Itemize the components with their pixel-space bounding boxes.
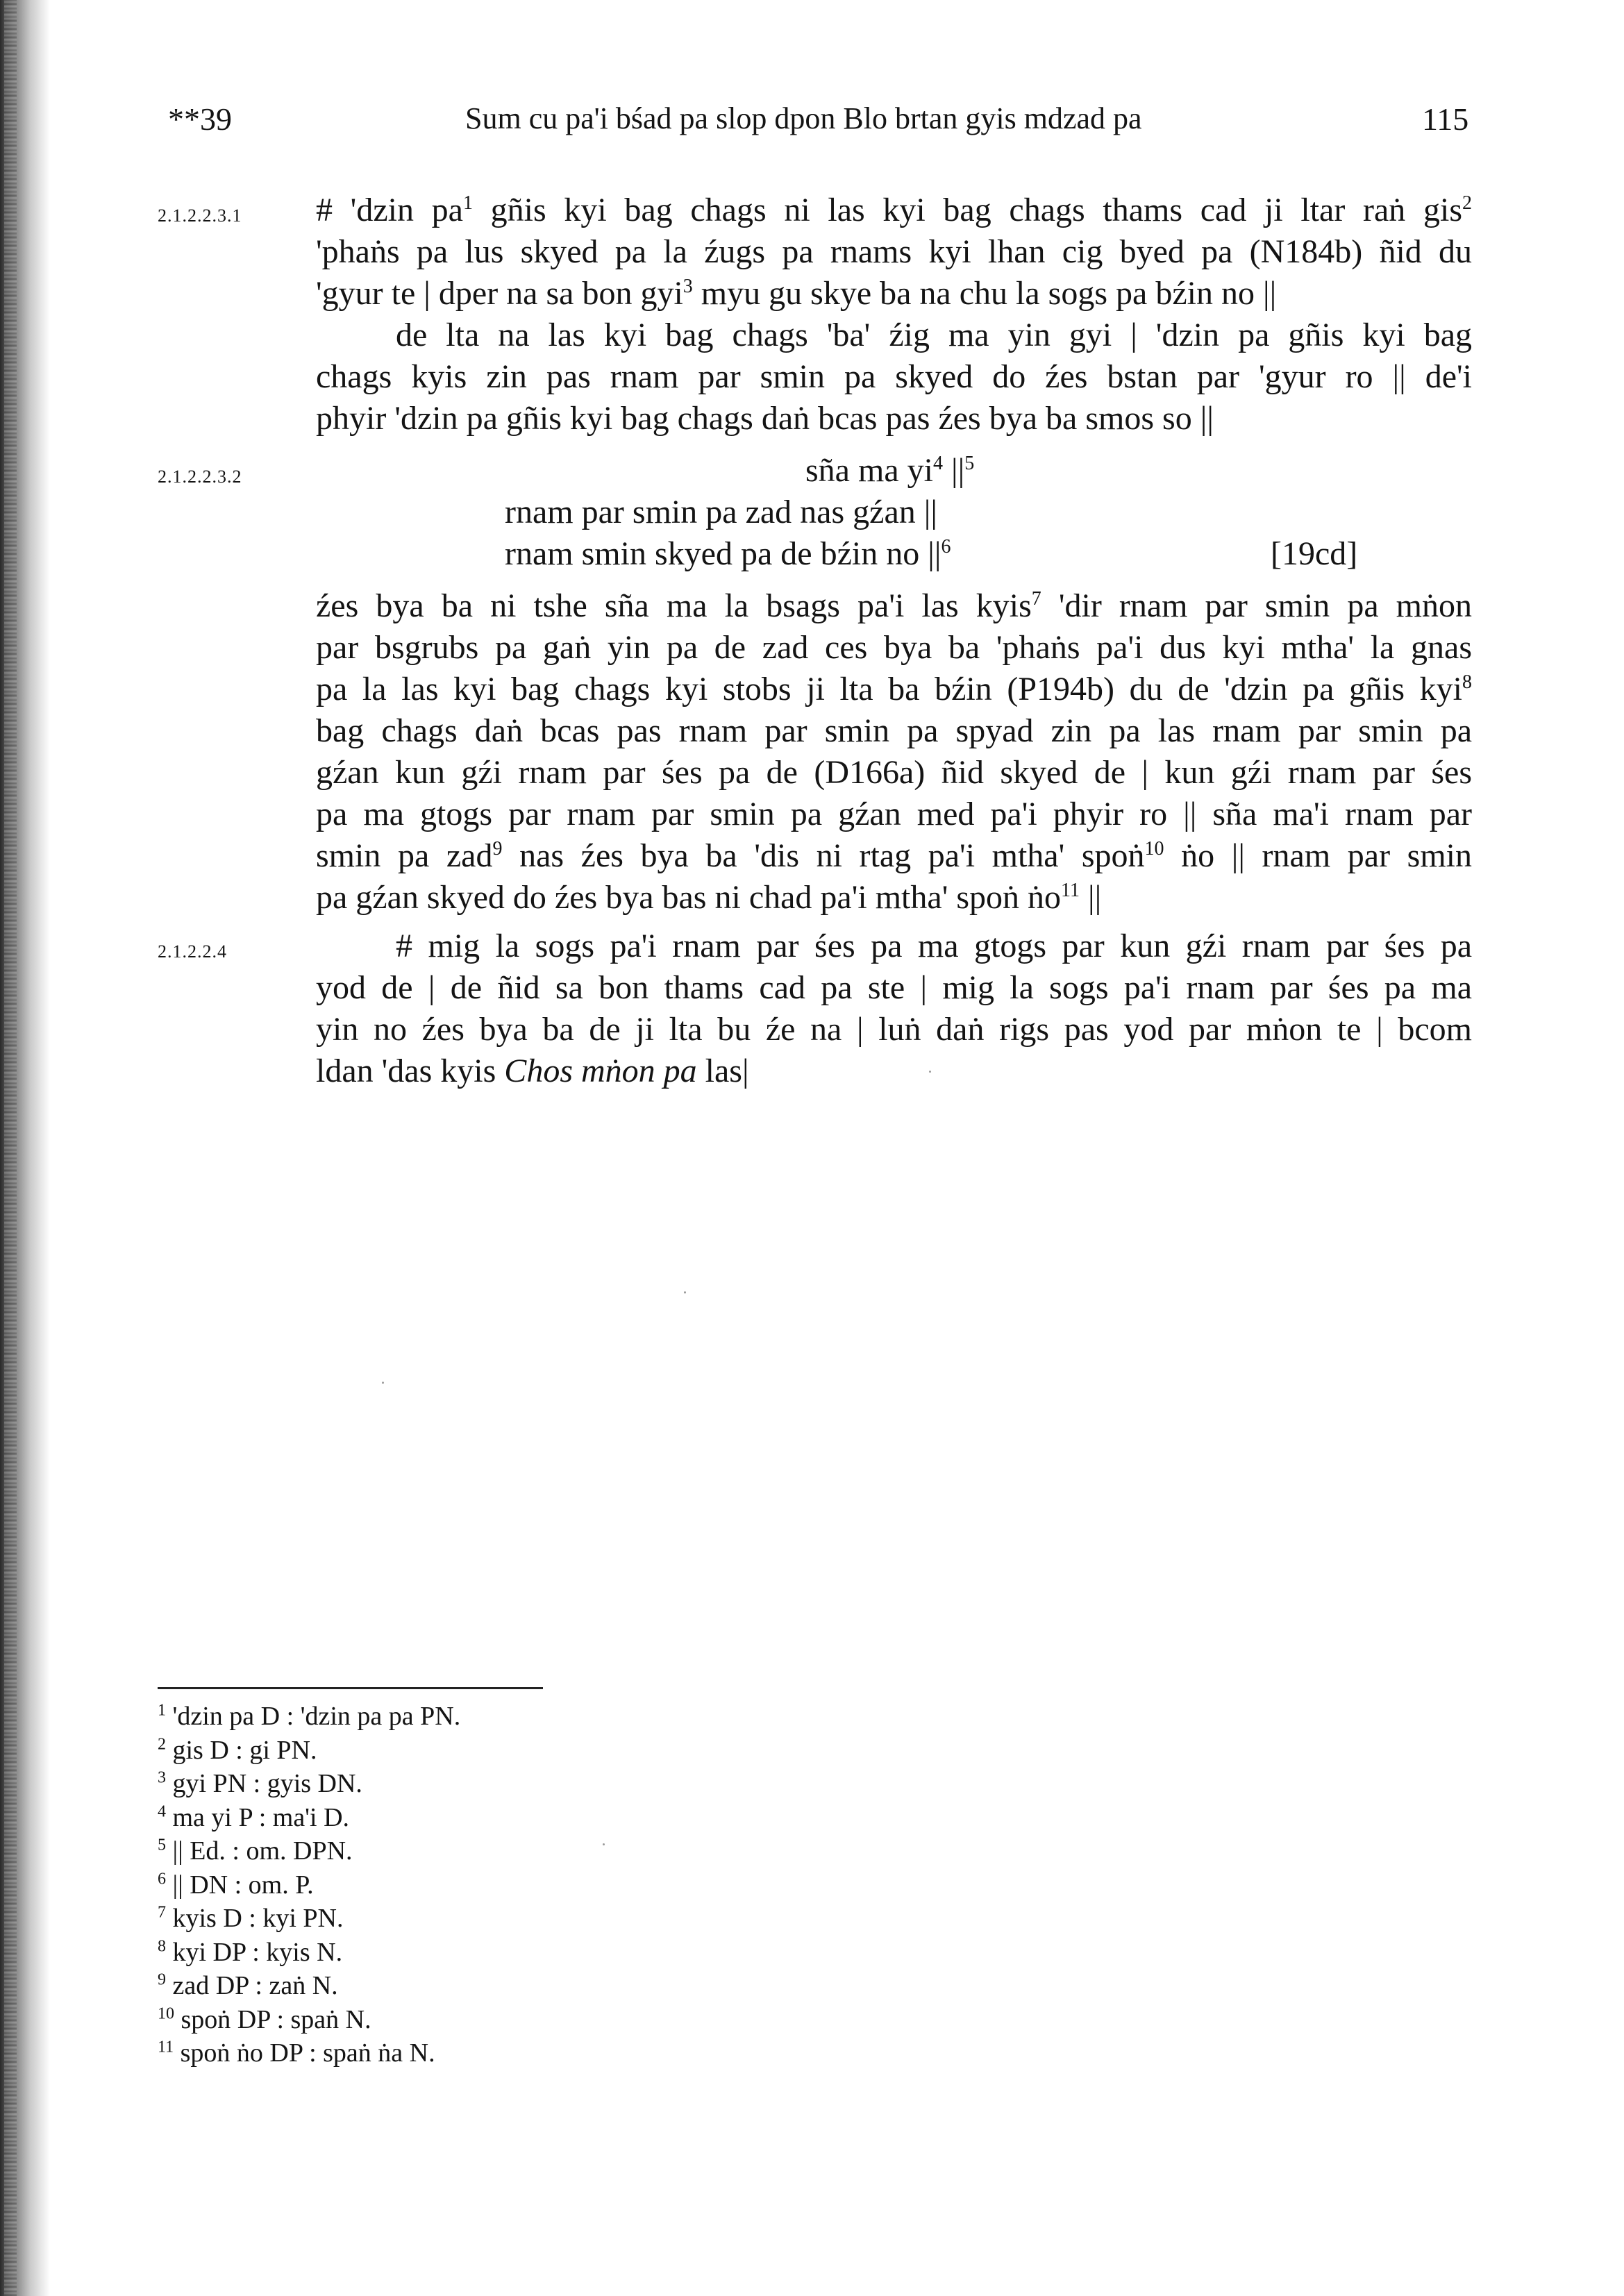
text-line: 'phaṅs pa lus skyed pa la źugs pa rnams kyi lhan cig byed pa (N184b) ñid du xyxy=(316,233,1472,270)
header-left-marker: **39 xyxy=(168,101,232,137)
text-line: de lta na las kyi bag chags 'ba' źig ma yin gyi | 'dzin pa gñis kyi bag xyxy=(396,317,1472,353)
text-line: phyir 'dzin pa gñis kyi bag chags daṅ bcas pas źes bya ba smos so || xyxy=(316,400,1214,437)
footnote-separator xyxy=(158,1687,543,1689)
text-line: chags kyis zin pas rnam par smin pa skyed do źes bstan par 'gyur ro || de'i xyxy=(316,358,1472,395)
footnote-1: $^1$ 'dzin pa D : 'dzin pa pa PN. xyxy=(158,1701,461,1731)
footnote-2: $^2$ gis D : gi PN. xyxy=(158,1734,317,1765)
text-line: źes bya ba ni tshe sña ma la bsags pa'i las kyis$^7$ 'dir rnam par smin pa mṅon xyxy=(316,587,1473,624)
section-number: 2.1.2.2.3.2 xyxy=(158,467,242,487)
section-number: 2.1.2.2.3.1 xyxy=(158,206,242,226)
paragraph-2-1-2-2-4 xyxy=(316,925,1472,1092)
paragraph-2-1-2-2-3-2 xyxy=(316,585,1472,919)
text-line: 'gyur te | dper na sa bon gyi$^3$ myu gu skye ba na chu la sogs pa bźin no || xyxy=(316,275,1277,312)
text-line: ldan 'das kyis Chos mṅon pa las| xyxy=(316,1053,749,1089)
running-header-title: Sum cu pa'i bśad pa slop dpon Blo brtan gyis mdzad pa xyxy=(465,101,1142,135)
text-line: pa ma gtogs par rnam par smin pa gźan med pa'i phyir ro || sña ma'i rnam par xyxy=(316,796,1472,832)
scan-speck xyxy=(929,1071,931,1073)
footnote-5: $^5$ || Ed. : om. DPN. xyxy=(158,1836,353,1866)
footnote-6: $^6$ || DN : om. P. xyxy=(158,1869,314,1900)
text-line: pa gźan skyed do źes bya bas ni chad pa'i mtha' spoṅ ṅo$^{11}$ || xyxy=(316,879,1102,916)
scanned-binding-shadow xyxy=(4,0,17,2296)
text-line: pa la las kyi bag chags kyi stobs ji lta ba bźin (P194b) du de 'dzin pa gñis kyi$^8$ xyxy=(316,671,1472,707)
footnote-4: $^4$ ma yi P : ma'i D. xyxy=(158,1802,350,1832)
section-number: 2.1.2.2.4 xyxy=(158,941,227,962)
footnote-10: $^{10}$ spoṅ DP : spaṅ N. xyxy=(158,2004,371,2034)
scan-speck xyxy=(382,1382,384,1384)
text-line: # mig la sogs pa'i rnam par śes pa ma gtogs par kun gźi rnam par śes pa xyxy=(396,928,1472,964)
footnote-8: $^8$ kyi DP : kyis N. xyxy=(158,1936,343,1967)
verse-line-2: rnam par smin pa zad nas gźan || xyxy=(505,494,937,530)
paragraph-2-1-2-2-3-1 xyxy=(316,190,1472,439)
footnote-7: $^7$ kyis D : kyi PN. xyxy=(158,1903,344,1933)
verse-line-3: rnam smin skyed pa de bźin no $||^6$ xyxy=(505,535,951,572)
footnotes xyxy=(158,1700,460,2070)
footnote-11: $^{11}$ spoṅ ṅo DP : spaṅ ṅa N. xyxy=(158,2038,435,2068)
title-italic: Chos mṅon pa xyxy=(504,1053,697,1089)
text-line: par bsgrubs pa gaṅ yin pa de zad ces bya ba 'phaṅs pa'i dus kyi mtha' la gnas xyxy=(316,629,1472,666)
text-line: yod de | de ñid sa bon thams cad pa ste | mig la sogs pa'i rnam par śes pa ma xyxy=(316,969,1472,1006)
footnote-9: $^9$ zad DP : zaṅ N. xyxy=(158,1970,338,2000)
verse-line-1: sña ma $yi^4$ $||^5$ xyxy=(805,452,975,489)
text-line: # 'dzin $pa^1$ gñis kyi bag chags ni las kyi bag chags thams cad ji ltar raṅ gis$^2$ xyxy=(316,192,1473,228)
verse-reference: [19cd] xyxy=(1271,535,1358,572)
page-number: 115 xyxy=(1422,101,1469,137)
text-line: bag chags daṅ bcas pas rnam par smin pa spyad zin pa las rnam par smin pa xyxy=(316,712,1472,749)
text-line: yin no źes bya ba de ji lta bu źe na | luṅ daṅ rigs pas yod par mṅon te | bcom xyxy=(316,1011,1472,1048)
footnote-3: $^3$ gyi PN : gyis DN. xyxy=(158,1768,362,1798)
text-line: smin pa zad$^9$ nas źes bya ba 'dis ni rtag pa'i mtha' spoṅ$^{10}$ ṅo || rnam par smin xyxy=(316,837,1473,874)
scan-speck xyxy=(603,1843,605,1845)
text-line: gźan kun gźi rnam par śes pa de (D166a) ñid skyed de | kun gźi rnam par śes xyxy=(316,754,1472,791)
scan-speck xyxy=(684,1291,686,1293)
